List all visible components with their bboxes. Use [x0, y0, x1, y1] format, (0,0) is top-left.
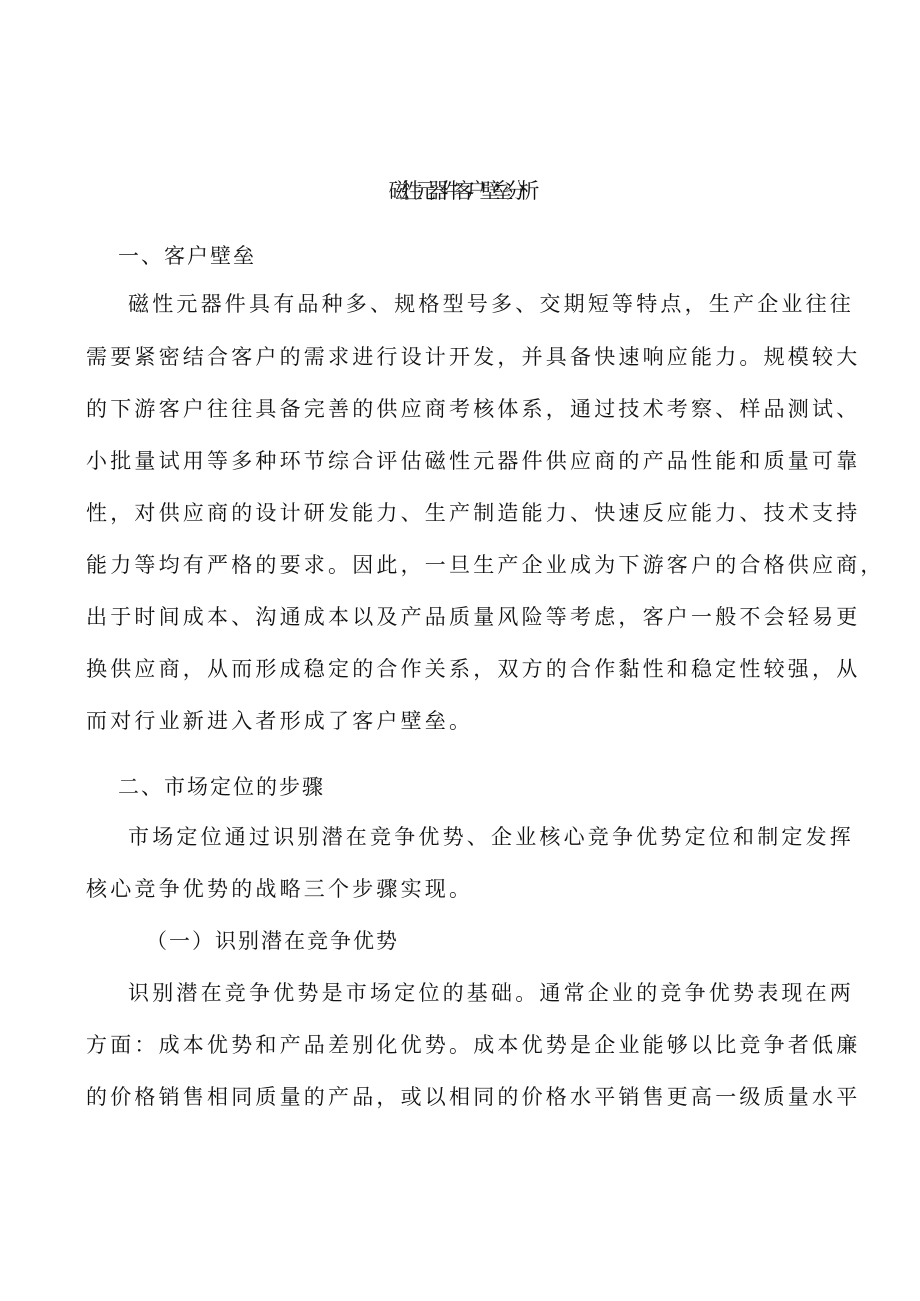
paragraph-line: 而对行业新进入者形成了客户壁垒。 — [86, 709, 474, 733]
paragraph-line: 方面：成本优势和产品差别化优势。成本优势是企业能够以比竞争者低廉 — [86, 1033, 861, 1057]
paragraph-line: 出于时间成本、沟通成本以及产品质量风险等考虑，客户一般不会轻易更 — [86, 605, 861, 629]
paragraph-line: 能力等均有严格的要求。因此，一旦生产企业成为下游客户的合格供应商， — [86, 553, 885, 577]
paragraph-line: 性，对供应商的设计研发能力、生产制造能力、快速反应能力、技术支持 — [86, 501, 861, 525]
paragraph-line: 需要紧密结合客户的需求进行设计开发，并具备快速响应能力。规模较大 — [86, 345, 861, 369]
section-heading-positioning-steps: 二、市场定位的步骤 — [118, 775, 325, 799]
paragraph-line: 磁性元器件具有品种多、规格型号多、交期短等特点，生产企业往往 — [128, 292, 854, 316]
document-title: 磁性元器件客户壁垒分析 — [388, 179, 532, 203]
paragraph-line: 市场定位通过识别潜在竞争优势、企业核心竞争优势定位和制定发挥 — [128, 825, 854, 849]
paragraph-line: 换供应商，从而形成稳定的合作关系，双方的合作黏性和稳定性较强，从 — [86, 657, 861, 681]
paragraph-line: 的下游客户往往具备完善的供应商考核体系，通过技术考察、样品测试、 — [86, 397, 861, 421]
paragraph-line: 识别潜在竞争优势是市场定位的基础。通常企业的竞争优势表现在两 — [128, 981, 854, 1005]
subsection-heading-potential-advantage: （一）识别潜在竞争优势 — [146, 929, 399, 953]
section-heading-customer-barrier: 一、客户壁垒 — [118, 244, 256, 268]
paragraph-line: 核心竞争优势的战略三个步骤实现。 — [86, 877, 474, 901]
paragraph-line: 小批量试用等多种环节综合评估磁性元器件供应商的产品性能和质量可靠 — [86, 449, 861, 473]
paragraph-line: 的价格销售相同质量的产品，或以相同的价格水平销售更高一级质量水平 — [86, 1085, 861, 1109]
